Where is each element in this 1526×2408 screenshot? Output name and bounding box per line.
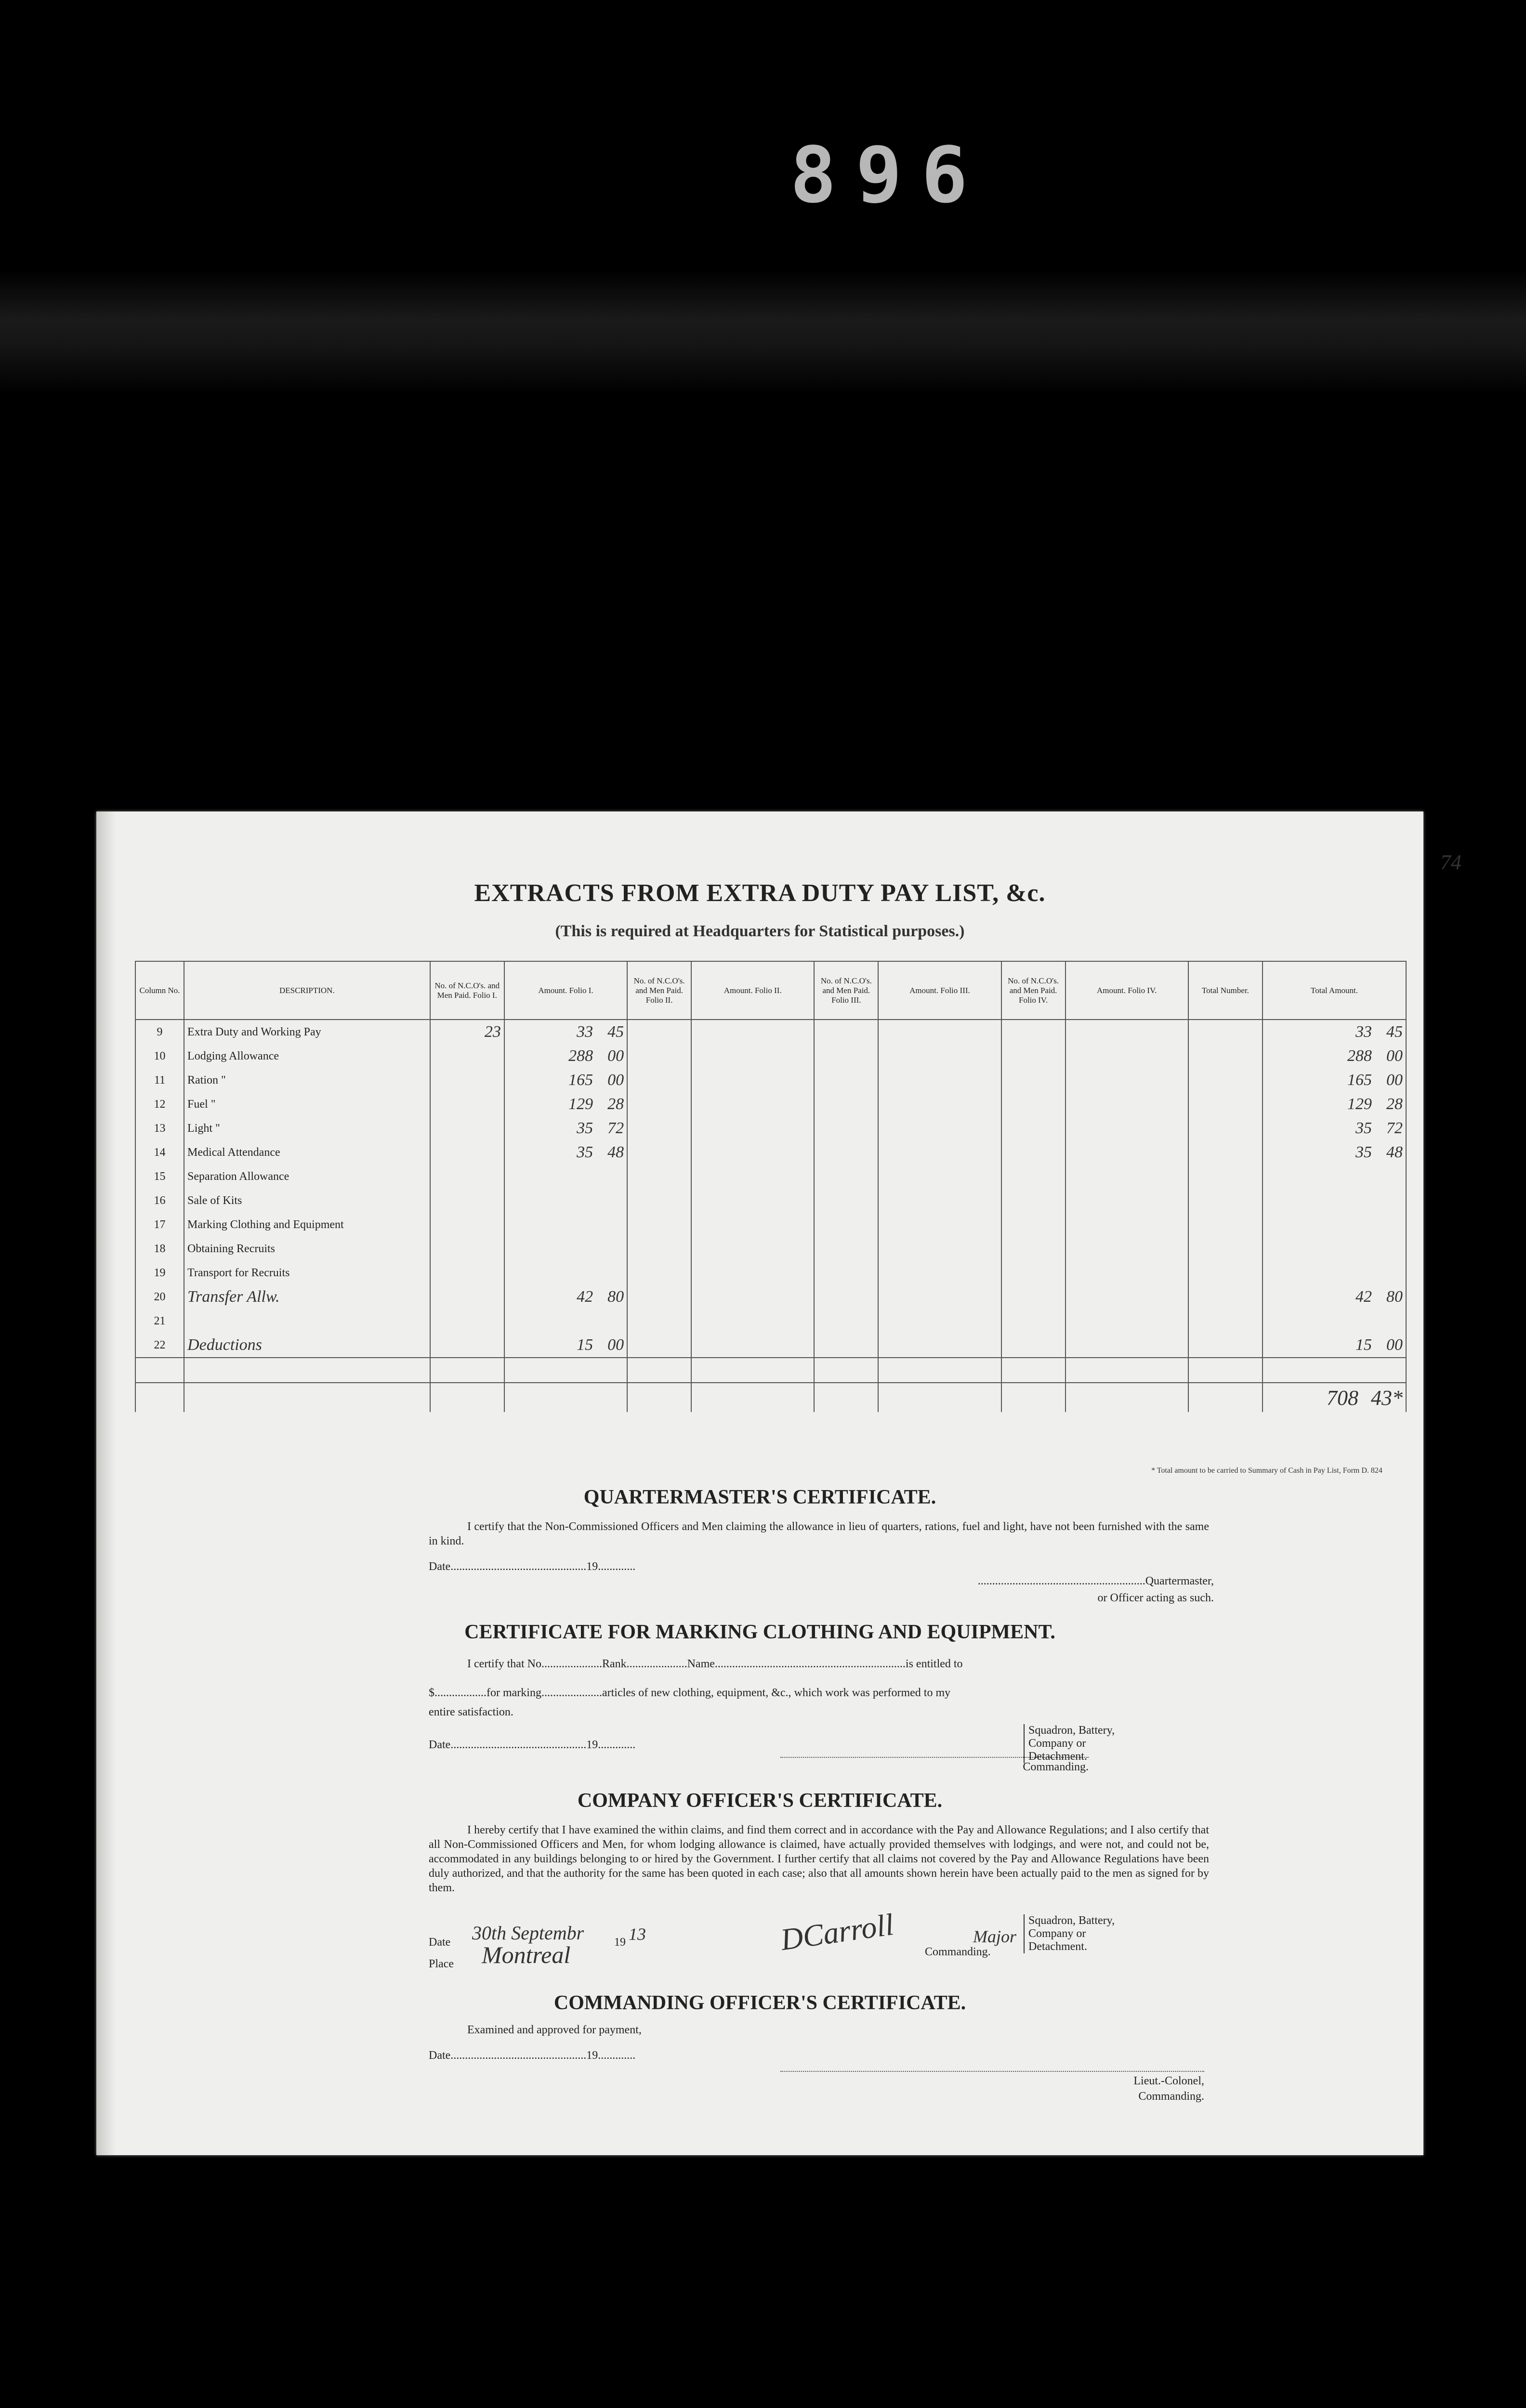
row-total-amount [1263,1261,1406,1285]
row-amount-folio1 [504,1020,627,1044]
row-amount-folio1 [504,1068,627,1092]
empty-cell [1001,1116,1066,1140]
co-sign: Lieut.-Colonel, [780,2071,1204,2088]
empty-cell [878,1358,1001,1383]
row-total-amount [1263,1333,1406,1358]
empty-cell [1001,1261,1066,1285]
empty-cell [627,1261,691,1285]
empty-cell [1188,1309,1263,1333]
empty-cell [1001,1044,1066,1068]
co-text: Examined and approved for payment, [467,2024,642,2036]
row-number: 17 [135,1213,184,1237]
empty-cell [184,1358,430,1383]
empty-cell [1066,1285,1188,1309]
amount-dollars: 35 [577,1143,593,1161]
row-description: Separation Allowance [184,1165,430,1189]
empty-cell [135,1358,184,1383]
row-number: 13 [135,1116,184,1140]
row-number: 22 [135,1333,184,1358]
empty-cell [814,1383,878,1412]
row-amount-folio1 [504,1213,627,1237]
amount-cents: 00 [1386,1336,1403,1354]
empty-cell [430,1358,504,1383]
empty-cell [627,1333,691,1358]
extracts-table [135,961,1407,1412]
col-header-description: DESCRIPTION. [184,961,430,1020]
empty-cell [1188,1333,1263,1358]
table-row [135,1044,1406,1068]
table-row [135,1140,1406,1165]
row-amount-folio1 [504,1237,627,1261]
table-row [135,1068,1406,1092]
row-total-amount [1263,1213,1406,1237]
marking-commanding: Commanding. [780,1757,1089,1774]
row-amount-folio1 [504,1165,627,1189]
row-nco-folio1 [430,1068,504,1092]
row-nco-folio1: 23 [430,1020,504,1044]
row-number: 19 [135,1261,184,1285]
co-date: Date...............................................19............. [429,2049,636,2062]
row-description: Obtaining Recruits [184,1237,430,1261]
grand-total-row [135,1383,1406,1412]
table-row [135,1165,1406,1189]
row-nco-folio1 [430,1165,504,1189]
empty-cell [1001,1165,1066,1189]
col-header-total-number: Total Number. [1188,961,1263,1020]
empty-cell [1001,1383,1066,1412]
row-total-amount [1263,1285,1406,1309]
empty-cell [627,1068,691,1092]
row-description: Sale of Kits [184,1189,430,1213]
row-number: 12 [135,1092,184,1116]
empty-cell [691,1383,814,1412]
row-description [184,1309,430,1333]
empty-cell [878,1261,1001,1285]
row-description: Extra Duty and Working Pay [184,1020,430,1044]
company-date-value: 30th Septembr [472,1922,584,1944]
row-nco-folio1 [430,1237,504,1261]
empty-cell [691,1237,814,1261]
empty-cell [691,1044,814,1068]
empty-cell [814,1092,878,1116]
empty-cell [1188,1383,1263,1412]
table-row [135,1189,1406,1213]
empty-cell [1188,1213,1263,1237]
company-place-value: Montreal [482,1941,571,1968]
empty-cell [878,1237,1001,1261]
row-nco-folio1 [430,1189,504,1213]
row-number: 14 [135,1140,184,1165]
officer-signature: DCarroll [778,1907,896,1957]
col-header-nco1: No. of N.C.O's. and Men Paid. Folio I. [430,961,504,1020]
qm-sign: ..........................................................Quartermaster, [977,1575,1214,1587]
empty-cell [814,1237,878,1261]
empty-cell [691,1285,814,1309]
row-amount-folio1 [504,1092,627,1116]
empty-cell [1066,1189,1188,1213]
empty-cell [627,1237,691,1261]
amount-cents: 28 [1386,1095,1403,1113]
empty-cell [691,1261,814,1285]
col-header-no: Column No. [135,961,184,1020]
company-commanding: Commanding. [925,1946,991,1958]
row-description: Medical Attendance [184,1140,430,1165]
row-total-amount [1263,1068,1406,1092]
amount-dollars: 35 [1355,1143,1372,1161]
empty-cell [878,1020,1001,1044]
amount-dollars: 129 [1347,1095,1372,1113]
empty-cell [1066,1116,1188,1140]
empty-cell [1066,1333,1188,1358]
col-header-nco3: No. of N.C.O's. and Men Paid. Folio III. [814,961,878,1020]
col-header-amt2: Amount. Folio II. [691,961,814,1020]
table-row [135,1020,1406,1044]
empty-cell [1263,1358,1406,1383]
empty-cell [814,1116,878,1140]
empty-cell [878,1189,1001,1213]
row-amount-folio1 [504,1309,627,1333]
empty-cell [627,1213,691,1237]
empty-cell [878,1140,1001,1165]
table-row [135,1333,1406,1358]
row-amount-folio1 [504,1044,627,1068]
empty-cell [627,1358,691,1383]
empty-cell [814,1213,878,1237]
row-number: 21 [135,1309,184,1333]
col-header-amt1: Amount. Folio I. [504,961,627,1020]
empty-cell [627,1044,691,1068]
amount-dollars: 165 [568,1071,593,1089]
empty-cell [878,1333,1001,1358]
amount-cents: 00 [607,1336,624,1354]
marking-line1: I certify that No.....................Rank.....................Name..................................................................is entitled to [467,1658,963,1670]
amount-dollars: 35 [577,1119,593,1137]
row-nco-folio1 [430,1309,504,1333]
empty-cell [1188,1261,1263,1285]
empty-cell [878,1044,1001,1068]
company-units: Squadron, Battery, Company or Detachment. [1024,1914,1120,1953]
row-number: 9 [135,1020,184,1044]
qm-date: Date...............................................19............. [429,1560,636,1573]
row-number: 10 [135,1044,184,1068]
empty-cell [1066,1237,1188,1261]
empty-cell [691,1020,814,1044]
empty-cell [814,1068,878,1092]
empty-cell [1066,1140,1188,1165]
empty-cell [1001,1237,1066,1261]
row-amount-folio1 [504,1189,627,1213]
empty-cell [627,1165,691,1189]
spacer-row [135,1358,1406,1383]
amount-dollars: 35 [1355,1119,1372,1137]
empty-cell [627,1140,691,1165]
amount-cents: 80 [1386,1288,1403,1306]
empty-cell [878,1068,1001,1092]
row-nco-folio1 [430,1092,504,1116]
empty-cell [814,1020,878,1044]
company-heading: COMPANY OFFICER'S CERTIFICATE. [577,1790,943,1812]
empty-cell [814,1044,878,1068]
amount-cents: 00 [1386,1047,1403,1065]
row-description: Ration " [184,1068,430,1092]
empty-cell [1188,1140,1263,1165]
company-place-label: Place [429,1958,454,1970]
co-sign2: Commanding. [1138,2090,1204,2103]
empty-cell [1066,1383,1188,1412]
table-row [135,1213,1406,1237]
marking-heading: CERTIFICATE FOR MARKING CLOTHING AND EQUIPMENT. [464,1621,1055,1643]
row-amount-folio1 [504,1285,627,1309]
empty-cell [1188,1285,1263,1309]
empty-cell [691,1309,814,1333]
row-nco-folio1 [430,1044,504,1068]
company-text: I hereby certify that I have examined the within claims, and find them correct and in accordance with the Pay and Allowance Regulations; and I also certify that all Non-Commissioned Officers and Men, for whom lodging allowance is claimed, have actually provided themselves with lodgings, and were not, and could not be, accommodated in any buildings belonging to or hired by the Government. I further certify that all claims not covered by the Pay and Allowance Regulations have been duly authorized, and that the authority for the same has been quoted in each case; also that all amounts shown herein have been actually paid to the men as signed for by them. [429,1824,1209,1894]
co-heading: COMMANDING OFFICER'S CERTIFICATE. [553,1992,966,2014]
amount-cents: 00 [607,1047,624,1065]
empty-cell [691,1358,814,1383]
empty-cell [691,1165,814,1189]
amount-dollars: 42 [577,1288,593,1306]
empty-cell [814,1285,878,1309]
col-header-total-amount: Total Amount. [1263,961,1406,1020]
table-row [135,1261,1406,1285]
empty-cell [1066,1261,1188,1285]
row-number: 16 [135,1189,184,1213]
marking-date: Date...............................................19............. [429,1739,636,1751]
marking-line2: $..................for marking.....................articles of new clothing, equipment, &c., which work was performed to my [429,1687,951,1699]
amount-cents: 00 [1386,1071,1403,1089]
row-description: Transfer Allw. [184,1285,430,1309]
amount-dollars: 42 [1355,1288,1372,1306]
empty-cell [430,1383,504,1412]
qm-sign2: or Officer acting as such. [1097,1592,1214,1604]
table-row [135,1237,1406,1261]
grand-total-amount [1263,1383,1406,1412]
total-cents: 43* [1371,1386,1403,1410]
row-nco-folio1 [430,1285,504,1309]
empty-cell [1188,1189,1263,1213]
sheet-content [96,0,1461,2408]
row-amount-folio1 [504,1140,627,1165]
amount-cents: 28 [607,1095,624,1113]
amount-cents: 80 [607,1288,624,1306]
empty-cell [1001,1189,1066,1213]
amount-dollars: 129 [568,1095,593,1113]
empty-cell [627,1285,691,1309]
row-nco-folio1 [430,1333,504,1358]
folio-mark: 74 [1440,851,1461,874]
empty-cell [504,1383,627,1412]
empty-cell [814,1358,878,1383]
empty-cell [1066,1020,1188,1044]
amount-cents: 48 [1386,1143,1403,1161]
empty-cell [814,1165,878,1189]
empty-cell [814,1140,878,1165]
row-nco-folio1 [430,1116,504,1140]
amount-cents: 72 [1386,1119,1403,1137]
amount-dollars: 15 [577,1336,593,1354]
empty-cell [878,1309,1001,1333]
col-header-amt3: Amount. Folio III. [878,961,1001,1020]
empty-cell [1188,1358,1263,1383]
row-total-amount [1263,1140,1406,1165]
empty-cell [1001,1068,1066,1092]
company-date-label: Date [429,1936,451,1949]
empty-cell [1001,1333,1066,1358]
empty-cell [1188,1020,1263,1044]
row-description: Deductions [184,1333,430,1358]
company-year-value: 13 [629,1924,646,1944]
empty-cell [814,1333,878,1358]
empty-cell [627,1383,691,1412]
table-row [135,1116,1406,1140]
empty-cell [627,1020,691,1044]
amount-dollars: 288 [1347,1047,1372,1065]
empty-cell [691,1189,814,1213]
page-title: EXTRACTS FROM EXTRA DUTY PAY LIST, &c. [474,879,1046,907]
row-amount-folio1 [504,1261,627,1285]
empty-cell [627,1189,691,1213]
empty-cell [627,1092,691,1116]
empty-cell [878,1165,1001,1189]
amount-cents: 45 [1386,1023,1403,1041]
amount-dollars: 33 [577,1023,593,1041]
empty-cell [691,1068,814,1092]
empty-cell [135,1383,184,1412]
empty-cell [691,1333,814,1358]
row-description: Transport for Recruits [184,1261,430,1285]
total-note: * Total amount to be carried to Summary of Cash in Pay List, Form D. 824 [1151,1466,1382,1475]
empty-cell [814,1189,878,1213]
total-dollars: 708 [1327,1386,1358,1410]
row-total-amount [1263,1044,1406,1068]
empty-cell [814,1261,878,1285]
row-number: 11 [135,1068,184,1092]
amount-cents: 72 [607,1119,624,1137]
empty-cell [627,1116,691,1140]
empty-cell [1066,1044,1188,1068]
empty-cell [1188,1068,1263,1092]
row-description: Light " [184,1116,430,1140]
empty-cell [1001,1358,1066,1383]
table-body [135,1020,1406,1412]
table-row [135,1285,1406,1309]
empty-cell [691,1116,814,1140]
row-amount-folio1 [504,1333,627,1358]
row-description: Fuel " [184,1092,430,1116]
amount-cents: 00 [607,1071,624,1089]
table-row [135,1092,1406,1116]
empty-cell [1188,1044,1263,1068]
empty-cell [1066,1213,1188,1237]
empty-cell [1188,1116,1263,1140]
row-total-amount [1263,1165,1406,1189]
amount-dollars: 165 [1347,1071,1372,1089]
empty-cell [1188,1092,1263,1116]
row-number: 20 [135,1285,184,1309]
empty-cell [1066,1309,1188,1333]
row-total-amount [1263,1189,1406,1213]
empty-cell [1001,1140,1066,1165]
amount-dollars: 33 [1355,1023,1372,1041]
row-amount-folio1 [504,1116,627,1140]
col-header-nco4: No. of N.C.O's. and Men Paid. Folio IV. [1001,961,1066,1020]
empty-cell [878,1116,1001,1140]
table-header [135,961,1406,1020]
amount-dollars: 288 [568,1047,593,1065]
amount-dollars: 15 [1355,1336,1372,1354]
empty-cell [1001,1092,1066,1116]
empty-cell [1066,1092,1188,1116]
empty-cell [1066,1068,1188,1092]
officer-rank: Major [973,1927,1016,1946]
empty-cell [184,1383,430,1412]
row-total-amount [1263,1020,1406,1044]
row-nco-folio1 [430,1140,504,1165]
row-description: Lodging Allowance [184,1044,430,1068]
row-nco-folio1 [430,1213,504,1237]
empty-cell [627,1309,691,1333]
empty-cell [1001,1020,1066,1044]
row-number: 18 [135,1237,184,1261]
empty-cell [1188,1237,1263,1261]
company-year-prefix: 19 [614,1936,626,1949]
row-nco-folio1 [430,1261,504,1285]
marking-line3: entire satisfaction. [429,1706,513,1718]
qm-heading: QUARTERMASTER'S CERTIFICATE. [583,1486,936,1508]
empty-cell [814,1309,878,1333]
empty-cell [878,1383,1001,1412]
row-description: Marking Clothing and Equipment [184,1213,430,1237]
empty-cell [1066,1165,1188,1189]
row-total-amount [1263,1116,1406,1140]
col-header-amt4: Amount. Folio IV. [1066,961,1188,1020]
row-total-amount [1263,1092,1406,1116]
empty-cell [691,1092,814,1116]
empty-cell [691,1140,814,1165]
empty-cell [1188,1165,1263,1189]
empty-cell [878,1092,1001,1116]
qm-text: I certify that the Non-Commissioned Officers and Men claiming the allowance in lieu of quarters, rations, fuel and light, have not been furnished with the same in kind. [429,1520,1209,1547]
table-row [135,1309,1406,1333]
empty-cell [504,1358,627,1383]
empty-cell [878,1285,1001,1309]
amount-cents: 48 [607,1143,624,1161]
col-header-nco2: No. of N.C.O's. and Men Paid. Folio II. [627,961,691,1020]
row-number: 15 [135,1165,184,1189]
empty-cell [1001,1309,1066,1333]
frame-number: 896 [790,130,987,220]
page-subtitle: (This is required at Headquarters for Statistical purposes.) [555,922,965,940]
row-total-amount [1263,1309,1406,1333]
empty-cell [691,1213,814,1237]
marking-units: Squadron, Battery, Company or Detachment. [1024,1724,1120,1763]
amount-cents: 45 [607,1023,624,1041]
empty-cell [1001,1213,1066,1237]
empty-cell [1001,1285,1066,1309]
empty-cell [878,1213,1001,1237]
empty-cell [1066,1358,1188,1383]
row-total-amount [1263,1237,1406,1261]
